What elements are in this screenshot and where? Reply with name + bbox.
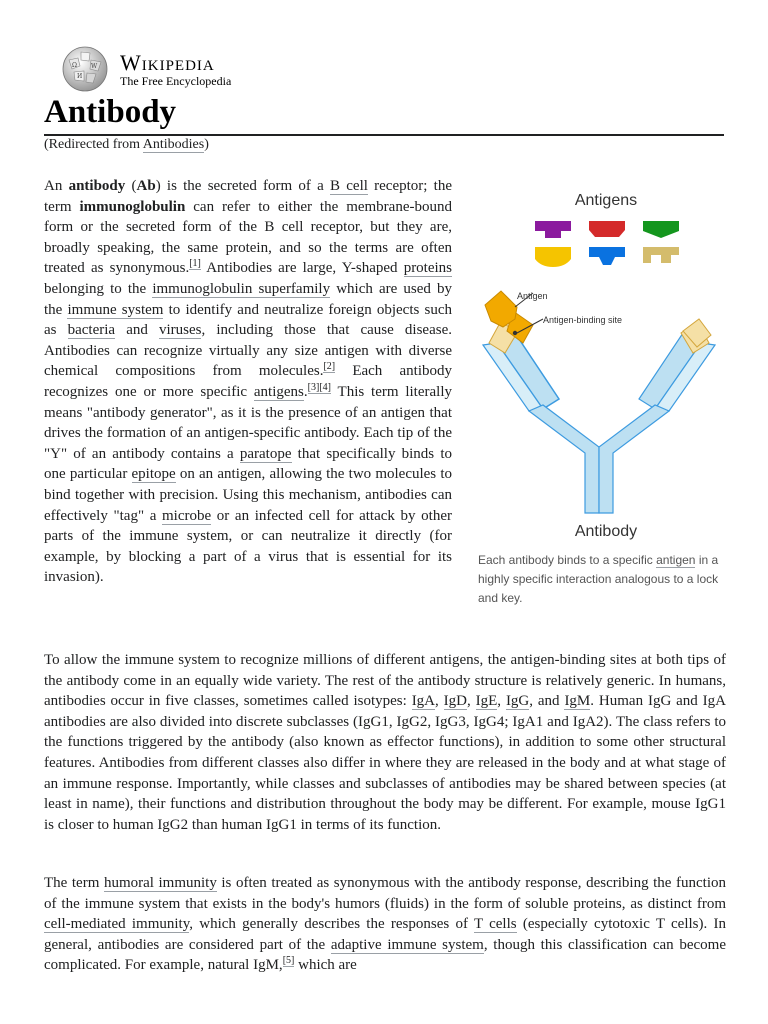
antigen-label: Antigen	[517, 291, 548, 301]
site-tagline: The Free Encyclopedia	[120, 74, 232, 88]
antibody-figure	[473, 183, 725, 608]
ref-5[interactable]: [5]	[282, 955, 295, 967]
term-ab: Ab	[136, 178, 156, 194]
ref-3[interactable]: [3]	[307, 381, 320, 393]
paragraph-classes	[44, 650, 726, 835]
link-paratope[interactable]: paratope	[239, 445, 292, 462]
link-antigens[interactable]: antigens	[253, 383, 304, 400]
link-iga[interactable]: IgA	[411, 693, 436, 710]
link-humoral-immunity[interactable]: humoral immunity	[103, 875, 217, 891]
link-igm[interactable]: IgM	[564, 693, 591, 710]
text: An	[44, 178, 69, 194]
link-t-cells[interactable]: T cells	[473, 916, 517, 933]
link-igg[interactable]: IgG	[505, 693, 530, 710]
term-antibody: antibody	[68, 178, 126, 194]
text: (especially cytotoxic T cells). In general, antibodies are considered part of the	[44, 916, 726, 953]
paragraph-intro	[44, 176, 452, 588]
caption-antigen-link[interactable]: antigen	[656, 553, 696, 567]
ref-2[interactable]: [2]	[323, 361, 336, 373]
binding-site-label: Antigen-binding site	[543, 315, 623, 325]
antibody-heading: Antibody	[574, 523, 638, 540]
link-microbe[interactable]: microbe	[162, 507, 212, 524]
link-immune-system[interactable]: immune system	[67, 301, 164, 318]
antibody-diagram[interactable]	[473, 183, 725, 545]
link-proteins[interactable]: proteins	[403, 260, 453, 277]
paragraph-humoral	[44, 873, 726, 976]
text: on an antigen, allowing the two molecules to bind together with precision. Using this mechanism, antibodies can effectively "tag" a	[44, 466, 453, 524]
link-epitope[interactable]: epitope	[131, 466, 176, 483]
text: The term	[44, 875, 104, 891]
site-header	[60, 44, 360, 94]
link-bacteria[interactable]: bacteria	[67, 322, 116, 339]
ref-1[interactable]: [1]	[189, 258, 201, 270]
redirect-suffix: )	[204, 137, 209, 152]
link-cell-mediated-immunity[interactable]: cell-mediated immunity	[44, 916, 190, 933]
redirect-prefix: (Redirected from	[44, 137, 143, 152]
wikipedia-wordmark[interactable]	[120, 50, 215, 76]
text: , which generally describes the responses of	[189, 916, 474, 933]
text: ) is the secreted form of a	[155, 178, 331, 194]
text: Antibodies are large, Y-shaped	[200, 260, 404, 277]
text: , and	[529, 693, 565, 710]
text: . Human IgG and IgA antibodies are also divided into discrete subclasses (IgG1, IgG2, IgG3, IgG4; IgA1 and IgA2). The class refers to the functions triggered by the antibody (also known as effector functions), in addition to some other structural features. Antibodies from different classes also differ in where they are released in the body and at what stage of an immune response. Importantly, while classes and subclasses of antibodies may be shared between species (at least in name), their functions and distribution throughout the body may be different. For example, mouse IgG1 is closer to human IgG2 than human IgG1 in terms of its function.	[44, 693, 727, 833]
text: Each antibody recognizes one or more specific	[44, 363, 452, 400]
figure-caption	[473, 545, 725, 608]
wordmark-text: Wikipedia	[120, 50, 215, 75]
page-title: Antibody	[44, 90, 724, 136]
text: which are	[294, 957, 357, 974]
caption-pre: Each antibody binds to a specific	[478, 553, 657, 567]
antigen-red	[589, 221, 625, 237]
text: and	[115, 322, 159, 339]
link-b-cell[interactable]: B cell	[330, 178, 368, 194]
text: is often treated as synonymous with the antibody response, describing the function of the immune system that exists in the body's humors (fluids) in the form of soluble proteins, as distinct from	[44, 875, 727, 912]
link-viruses[interactable]: viruses	[158, 322, 202, 339]
svg-text:W: W	[91, 63, 98, 70]
text: , including those that cause disease. Antibodies can recognize virtually any size antigen with diverse chemical compositions from molecules.	[44, 322, 452, 380]
text: To allow the immune system to recognize millions of different antigens, the antigen-binding sites at both tips of the antibody come in an equally wide variety. The rest of the antibody structure is relatively generic. In humans, antibodies occur in five classes, sometimes called isotypes:	[44, 652, 726, 710]
text: ,	[435, 693, 444, 710]
wikipedia-globe-logo-icon[interactable]	[60, 44, 110, 94]
text: ,	[497, 693, 506, 710]
link-immunoglobulin-superfamily[interactable]: immunoglobulin superfamily	[152, 280, 331, 297]
text: to identify and neutralize foreign objects such as	[44, 301, 452, 339]
text: which are used by the	[44, 280, 452, 318]
text: This term literally means "antibody generator", as it is the presence of an antigen that drives the formation of an antigen-specific antibody. Each tip of the "Y" of an antibody contains a	[44, 383, 452, 462]
text: ,	[466, 693, 476, 710]
svg-text:Ω: Ω	[72, 62, 77, 69]
text: (	[125, 178, 137, 194]
redirect-link[interactable]: Antibodies	[142, 137, 205, 152]
redirect-notice	[44, 137, 209, 153]
term-immunoglobulin: immunoglobulin	[79, 198, 186, 215]
link-ige[interactable]: IgE	[475, 693, 498, 710]
text: , though this classification can become complicated. For example, natural IgM,	[44, 936, 727, 974]
text: receptor; the term	[44, 178, 452, 215]
text: .	[303, 383, 308, 400]
text: that specifically binds to one particular	[44, 445, 452, 483]
ref-4[interactable]: [4]	[319, 381, 331, 393]
text: or an infected cell for attack by other parts of the immune system, or can neutralize it directly (for example, by blocking a part of a virus that is essential for its invasion).	[44, 507, 452, 586]
text: can refer to either the membrane-bound form or the secreted form of the B cell receptor, but they are, broadly speaking, the same protein, and so the terms are often treated as synonymous.	[44, 198, 452, 277]
caption-post: in a highly specific interaction analogous to a lock and key.	[478, 553, 719, 605]
link-adaptive-immune-system[interactable]: adaptive immune system	[330, 936, 484, 953]
text: belonging to the	[44, 280, 153, 297]
link-igd[interactable]: IgD	[443, 693, 467, 710]
antigens-heading: Antigens	[574, 192, 638, 209]
svg-text:И: И	[77, 73, 83, 80]
